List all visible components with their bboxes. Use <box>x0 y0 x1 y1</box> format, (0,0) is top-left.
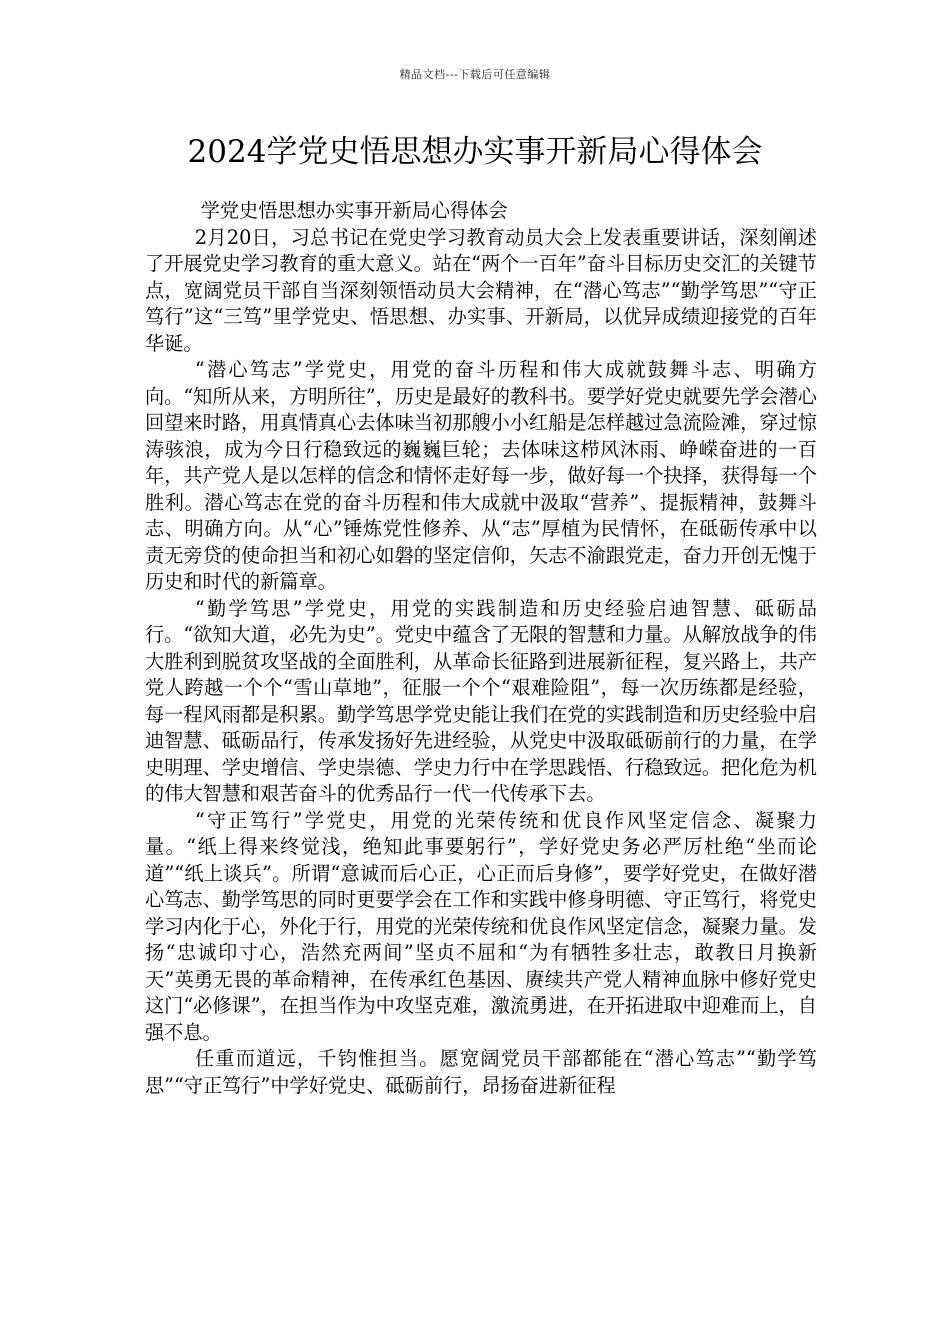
document-body <box>145 198 817 1099</box>
paragraph-1: 2月20日，习总书记在党史学习教育动员大会上发表重要讲话，深刻阐述了开展党史学习教育的重大意义。站在“两个一百年”奋斗目标历史交汇的关键节点，宽阔党员干部自当深刻领悟动员大会精神，在“潜心笃志”“勤学笃思”“守正笃行”这“三笃”里学党史、悟思想、办实事、开新局，以优异成绩迎接党的百年华诞。 <box>145 225 817 355</box>
header-note: 精品文档---下载后可任意编辑 <box>399 68 551 81</box>
paragraph-4: “守正笃行”学党史，用党的光荣传统和优良作风坚定信念、凝聚力量。“纸上得来终觉浅，绝知此事要躬行”，学好党史务必严厉杜绝“坐而论道”“纸上谈兵”。所谓“意诚而后心正，心正而后身修”，要学好党史，在做好潜心笃志、勤学笃思的同时更要学会在工作和实践中修身明德、守正笃行，将党史学习内化于心，外化于行，用党的光荣传统和优良作风坚定信念，凝聚力量。发扬“忠诚印寸心，浩然充两间”坚贞不屈和“为有牺牲多壮志，敢教日月换新天”英勇无畏的革命精神，在传承红色基因、赓续共产党人精神血脉中修好党史这门“必修课”，在担当作为中攻坚克难，激流勇进，在开拓进取中迎难而上，自强不息。 <box>145 808 817 1044</box>
subtitle-line: 学党史悟思想办实事开新局心得体会 <box>200 199 508 222</box>
paragraph-2: “潜心笃志”学党史，用党的奋斗历程和伟大成就鼓舞斗志、明确方向。“知所从来，方明所往”，历史是最好的教科书。要学好党史就要先学会潜心回望来时路，用真情真心去体味当初那艘小小红船是怎样越过急流险滩，穿过惊涛骇浪，成为今日行稳致远的巍巍巨轮；去体味这栉风沐雨、峥嵘奋进的一百年，共产党人是以怎样的信念和情怀走好每一步，做好每一个抉择，获得每一个胜利。潜心笃志在党的奋斗历程和伟大成就中汲取“营养”、提振精神，鼓舞斗志、明确方向。从“心”锤炼党性修养、从“志”厚植为民情怀，在砥砺传承中以责无旁贷的使命担当和初心如磐的坚定信仰，矢志不渝跟党走，奋力开创无愧于历史和时代的新篇章。 <box>145 358 817 593</box>
document-title: 2024学党史悟思想办实事开新局心得体会 <box>187 134 763 170</box>
paragraph-3: “勤学笃思”学党史，用党的实践制造和历史经验启迪智慧、砥砺品行。“欲知大道，必先为史”。党史中蕴含了无限的智慧和力量。从解放战争的伟大胜利到脱贫攻坚战的全面胜利，从革命长征路到进展新征程，复兴路上，共产党人跨越一个个“雪山草地”，征服一个个“艰难险阻”，每一次历练都是经验，每一程风雨都是积累。勤学笃思学党史能让我们在党的实践制造和历史经验中启迪智慧、砥砺品行，传承发扬好先进经验，从党史中汲取砥砺前行的力量，在学史明理、学史增信、学史崇德、学史力行中在学思践悟、行稳致远。把化危为机的伟大智慧和艰苦奋斗的优秀品行一代一代传承下去。 <box>145 596 817 805</box>
paragraph-5: 任重而道远，千钧惟担当。愿宽阔党员干部都能在“潜心笃志”“勤学笃思”“守正笃行”中学好党史、砥砺前行，昂扬奋进新征程 <box>145 1047 817 1097</box>
